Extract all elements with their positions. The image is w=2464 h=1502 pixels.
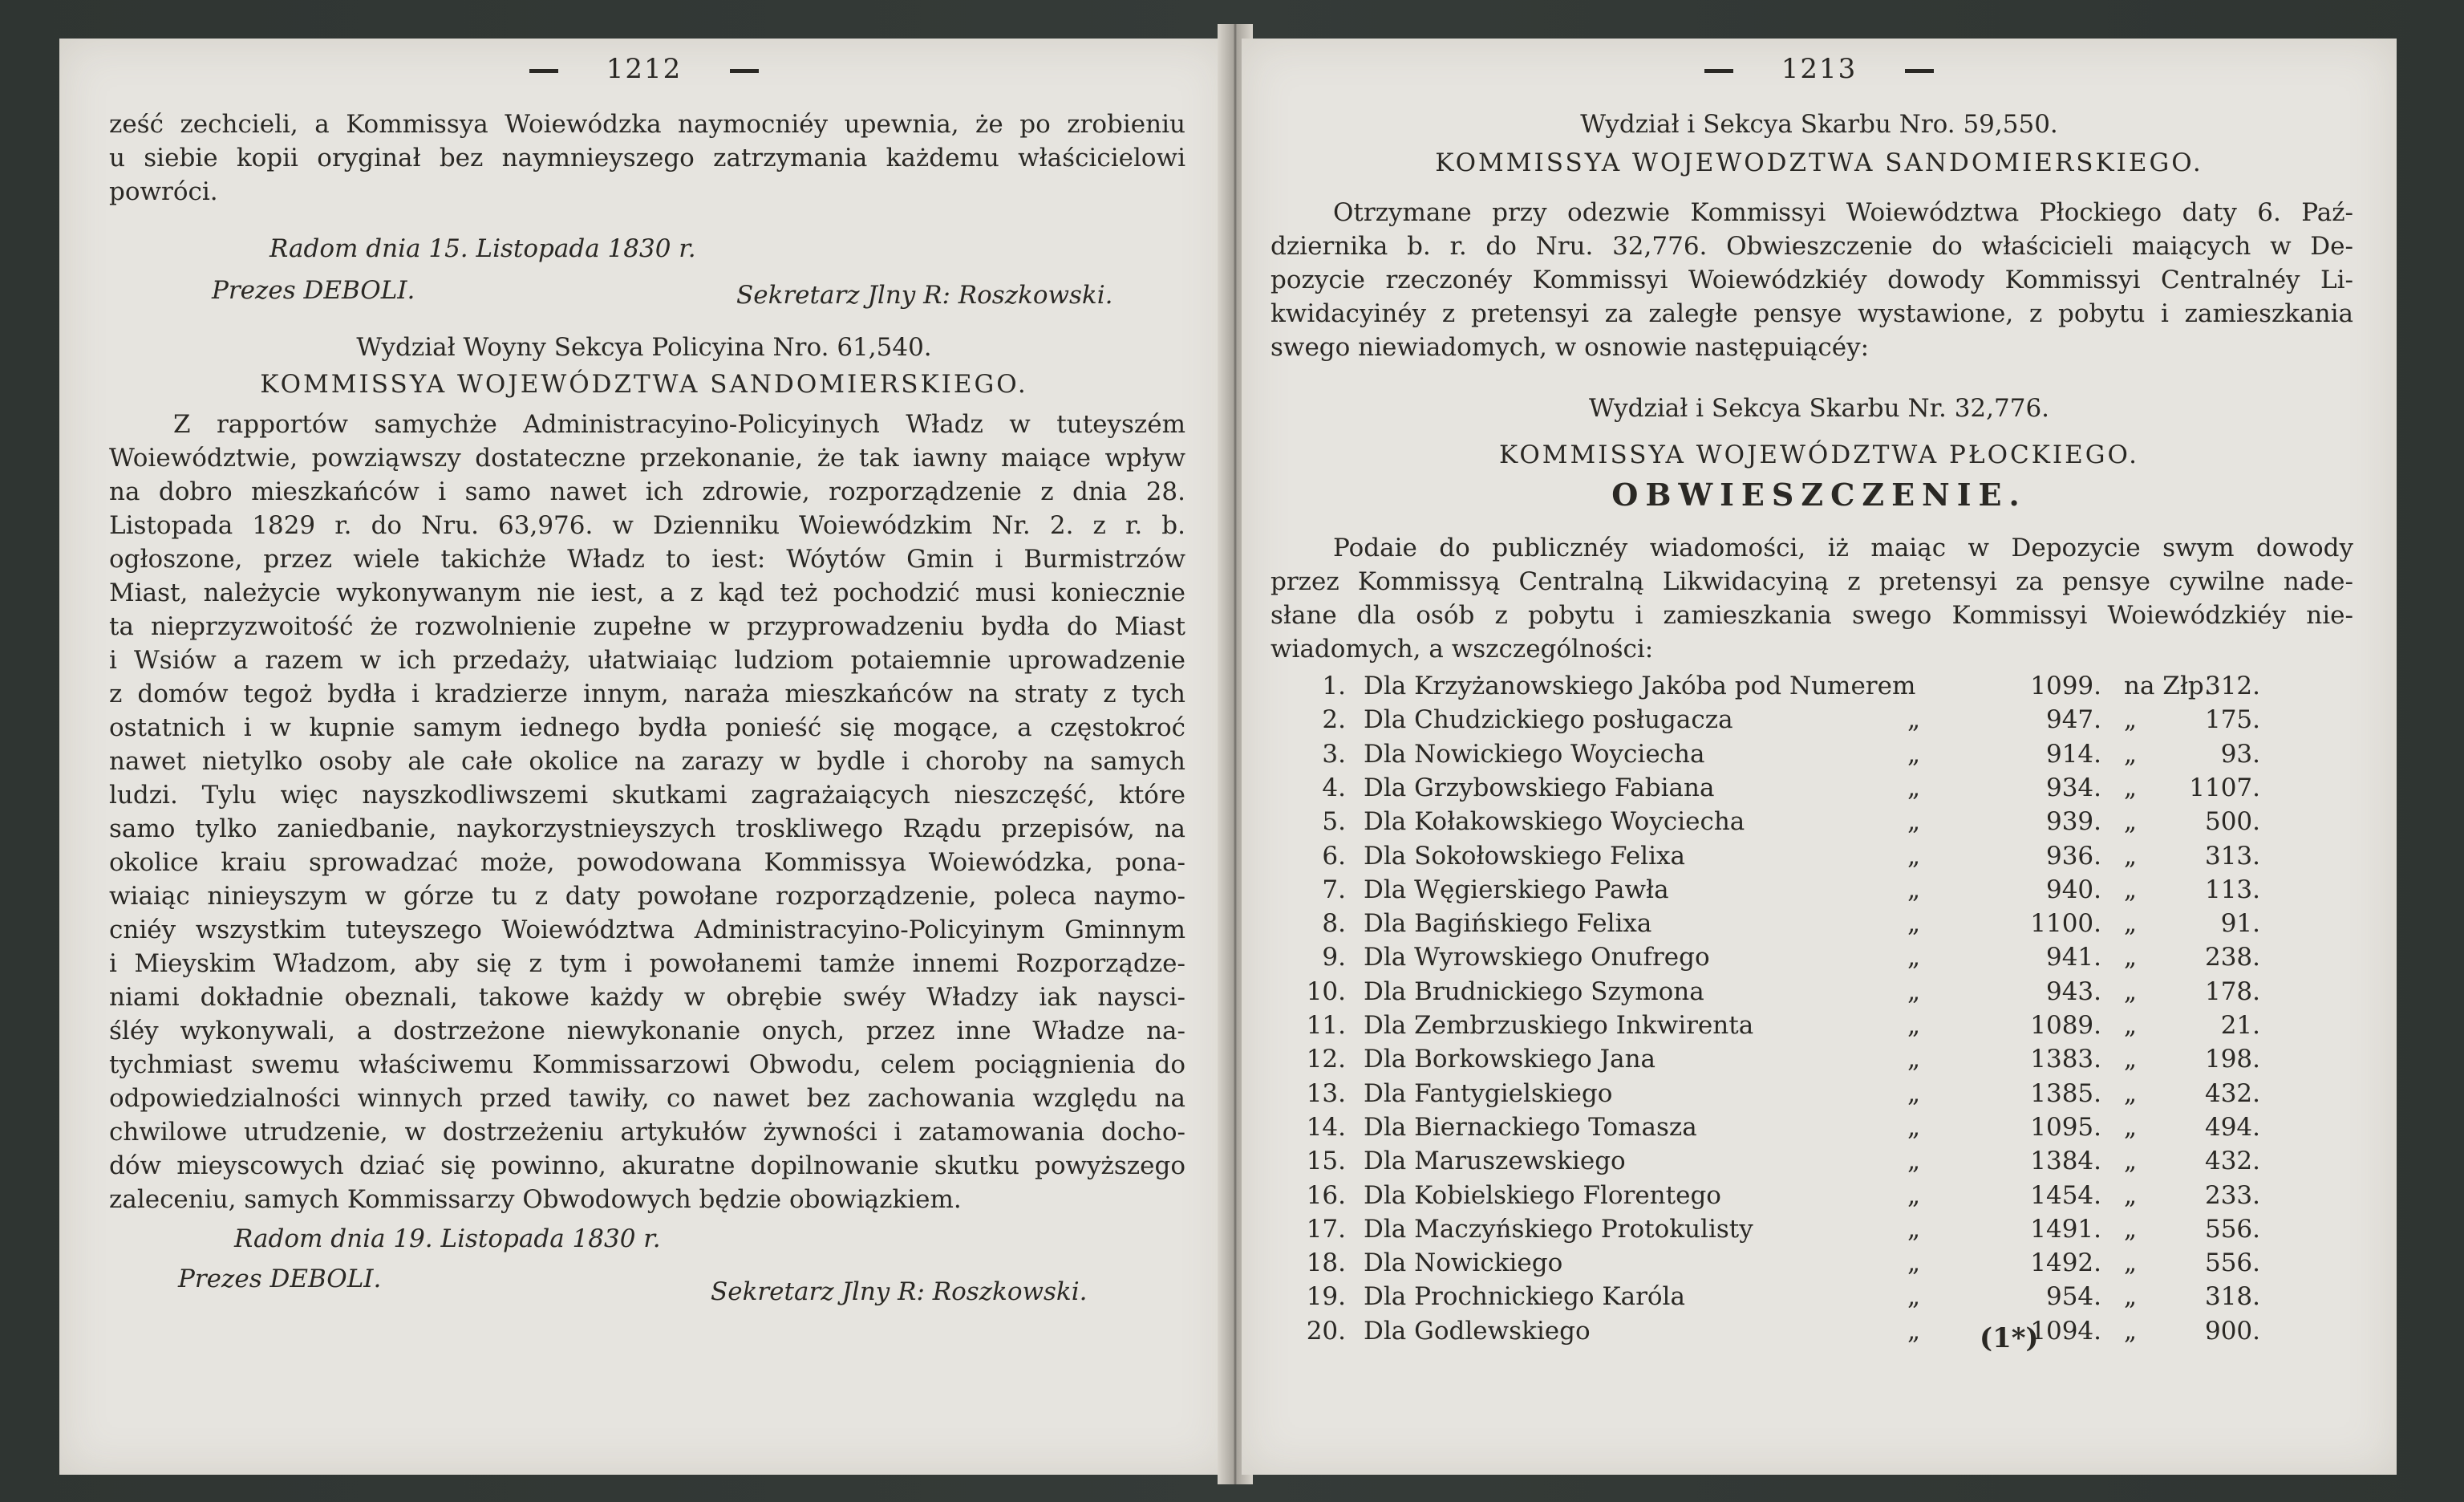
list-item bbox=[1290, 907, 2260, 940]
entry-reference: 1089. bbox=[2030, 1011, 2101, 1040]
entry-name: Dla Zembrzuskiego Inkwirenta bbox=[1364, 1011, 1754, 1040]
entry-number: 5. bbox=[1322, 807, 1346, 837]
entry-name: Dla Wyrowskiego Onufrego bbox=[1364, 943, 1710, 972]
list-item bbox=[1290, 1179, 2260, 1212]
list-item bbox=[1290, 703, 2260, 737]
text-line: swego niewiadomych, w osnowie następuiącéy: bbox=[1270, 333, 1870, 362]
entry-number: 10. bbox=[1306, 976, 1346, 1006]
entry-reference: 1383. bbox=[2030, 1045, 2101, 1074]
entry-name: Dla Fantygielskiego bbox=[1364, 1078, 1613, 1108]
ditto-mark: na Złp. bbox=[2124, 672, 2212, 700]
notice-title: OBWIESZCZENIE. bbox=[1611, 477, 2027, 513]
list-item bbox=[1290, 1246, 2260, 1280]
entry-reference: 1385. bbox=[2030, 1078, 2101, 1108]
list-item bbox=[1290, 975, 2260, 1009]
entry-name: Dla Krzyżanowskiego Jakóba pod Numerem bbox=[1364, 672, 1916, 700]
ditto-mark: „ bbox=[2124, 875, 2138, 904]
entry-number: 19. bbox=[1306, 1282, 1346, 1312]
ditto-mark: „ bbox=[2124, 1316, 2138, 1346]
entry-name: Dla Godlewskiego bbox=[1364, 1316, 1591, 1346]
ditto-mark: „ bbox=[1907, 1214, 1921, 1244]
list-item bbox=[1290, 1077, 2260, 1110]
text-line: dów mieyscowych dziać się powinno, akuratne dopilnowanie skutku powyższego bbox=[109, 1151, 1185, 1180]
secretary-signature: Sekretarz Jlny R: Roszkowski. bbox=[736, 281, 1113, 310]
secretary-signature: Sekretarz Jlny R: Roszkowski. bbox=[711, 1277, 1088, 1306]
list-item bbox=[1290, 1042, 2260, 1076]
text-line: słane dla osób z pobytu i zamieszkania swego Kommissyi Woiewódzkiéy nie- bbox=[1270, 601, 2353, 630]
ditto-mark: „ bbox=[1907, 739, 1921, 769]
ditto-mark: „ bbox=[2124, 943, 2138, 972]
text-line: na dobro mieszkańców i samo nawet ich zdrowie, rozporządzenie z dnia 28. bbox=[109, 477, 1185, 506]
ditto-mark: „ bbox=[1907, 976, 1921, 1006]
text-line: Podaie do publicznéy wiadomości, iż maiąc w Depozycie swym dowody bbox=[1333, 534, 2353, 562]
entry-reference: 1100. bbox=[2030, 909, 2101, 939]
page-header-left bbox=[59, 53, 1229, 85]
ditto-mark: „ bbox=[1907, 1316, 1921, 1346]
text-line: kwidacyinéy z pretensyi za zaległe pensye wystawione, z pobytu i zamieszkania bbox=[1270, 299, 2353, 328]
entry-amount: 21. bbox=[2220, 1011, 2260, 1040]
entry-name: Dla Chudzickiego posługacza bbox=[1364, 705, 1733, 735]
entry-name: Dla Maruszewskiego bbox=[1364, 1147, 1626, 1176]
intro-paragraph bbox=[109, 108, 1185, 209]
entry-number: 11. bbox=[1306, 1011, 1346, 1040]
entry-reference: 1492. bbox=[2030, 1248, 2101, 1278]
entry-amount: 556. bbox=[2204, 1248, 2260, 1278]
text-line: samo tylko zaniedbanie, naykorzystnieyszych troskliwego Rządu przepisów, na bbox=[109, 814, 1185, 843]
notice-paragraph bbox=[1270, 531, 2353, 666]
entry-reference: 934. bbox=[2045, 773, 2101, 802]
ditto-mark: „ bbox=[2124, 909, 2138, 939]
ditto-mark: „ bbox=[2124, 1078, 2138, 1108]
date-line: Radom dnia 19. Listopada 1830 r. bbox=[234, 1224, 661, 1253]
president-signature: Prezes DEBOLI. bbox=[178, 1265, 382, 1293]
text-line: ludzi. Tylu więc nayszkodliwszemi skutkami zagrażaiących nieszczęść, które bbox=[109, 781, 1185, 810]
text-line: chwilowe utrudzenie, w dostrzeżeniu artykułów żywności i zatamowania docho- bbox=[109, 1118, 1185, 1147]
entry-number: 16. bbox=[1306, 1180, 1346, 1210]
header-dash bbox=[1905, 69, 1934, 73]
text-line: nawet nietylko osoby ale całe okolice na zarazy w bydle i choroby na samych bbox=[109, 747, 1185, 776]
entry-amount: 113. bbox=[2204, 875, 2260, 904]
entry-reference: 954. bbox=[2045, 1282, 2101, 1312]
ditto-mark: „ bbox=[2124, 773, 2138, 802]
entry-reference: 947. bbox=[2045, 705, 2101, 735]
text-line: u siebie kopii oryginał bez naymnieyszego zatrzymania każdemu właścicielowi bbox=[109, 144, 1185, 173]
text-line: Otrzymane przy odezwie Kommissyi Woiewództwa Płockiego daty 6. Paź- bbox=[1333, 198, 2353, 227]
entry-reference: 943. bbox=[2045, 976, 2101, 1006]
entry-number: 7. bbox=[1322, 875, 1346, 904]
entry-number: 2. bbox=[1322, 705, 1346, 735]
text-line: przez Kommissyą Centralną Likwidacyiną z pretensyi za pensye cywilne nade- bbox=[1270, 567, 2353, 596]
text-line: powróci. bbox=[109, 177, 218, 206]
entry-reference: 1094. bbox=[2030, 1316, 2101, 1346]
entry-number: 13. bbox=[1306, 1078, 1346, 1108]
entry-amount: 238. bbox=[2204, 943, 2260, 972]
commission-heading: KOMMISSYA WOJEWÓDZTWA PŁOCKIEGO. bbox=[1499, 440, 2139, 469]
text-line: tychmiast swemu właściwemu Kommissarzowi Obwodu, celem pociągnienia do bbox=[109, 1050, 1185, 1079]
text-line: ogłoszone, przez wiele takichże Władz to iest: Wóytów Gmin i Burmistrzów bbox=[109, 545, 1185, 574]
entry-amount: 313. bbox=[2204, 841, 2260, 871]
list-item bbox=[1290, 1212, 2260, 1246]
entry-name: Dla Bagińskiego Felixa bbox=[1364, 909, 1652, 939]
ditto-mark: „ bbox=[2124, 841, 2138, 871]
department-line: Wydział i Sekcya Skarbu Nr. 32,776. bbox=[1588, 394, 2050, 423]
commission-heading: KOMMISSYA WOJEWODZTWA SANDOMIERSKIEGO. bbox=[1435, 148, 2203, 177]
entry-reference: 1095. bbox=[2030, 1112, 2101, 1142]
entry-amount: 494. bbox=[2204, 1112, 2260, 1142]
entry-number: 14. bbox=[1306, 1112, 1346, 1142]
entry-amount: 432. bbox=[2204, 1078, 2260, 1108]
entry-number: 9. bbox=[1322, 943, 1346, 972]
entry-reference: 1384. bbox=[2030, 1147, 2101, 1176]
entry-number: 15. bbox=[1306, 1147, 1346, 1176]
entry-reference: 1454. bbox=[2030, 1180, 2101, 1210]
ditto-mark: „ bbox=[1907, 1078, 1921, 1108]
ditto-mark: „ bbox=[2124, 1045, 2138, 1074]
header-dash bbox=[529, 69, 558, 73]
text-line: wiadomych, a wszczególności: bbox=[1270, 635, 1654, 664]
text-line: Z rapportów samychże Administracyino-Policyinych Władz w tuteyszém bbox=[173, 410, 1185, 439]
text-line: Woiewództwie, powziąwszy dostateczne przekonanie, że tak iawny maiące wpływ bbox=[109, 444, 1185, 473]
ditto-mark: „ bbox=[1907, 943, 1921, 972]
text-line: odpowiedzialności winnych przed tawiły, co nawet bez zachowania względu na bbox=[109, 1084, 1185, 1113]
ditto-mark: „ bbox=[1907, 1112, 1921, 1142]
text-line: pozycie rzeczonéy Kommissyi Woiewódzkiéy dowody Kommissyi Centralnéy Li- bbox=[1270, 266, 2353, 294]
ditto-mark: „ bbox=[1907, 1011, 1921, 1040]
entry-amount: 175. bbox=[2204, 705, 2260, 735]
ditto-mark: „ bbox=[2124, 739, 2138, 769]
entry-amount: 93. bbox=[2220, 739, 2260, 769]
entry-amount: 432. bbox=[2204, 1147, 2260, 1176]
list-item bbox=[1290, 771, 2260, 805]
list-item bbox=[1290, 737, 2260, 771]
ditto-mark: „ bbox=[1907, 1045, 1921, 1074]
entry-number: 20. bbox=[1306, 1316, 1346, 1346]
ditto-mark: „ bbox=[2124, 705, 2138, 735]
entry-name: Dla Sokołowskiego Felixa bbox=[1364, 841, 1685, 871]
department-line: Wydział i Sekcya Skarbu Nro. 59,550. bbox=[1580, 110, 2058, 139]
ditto-mark: „ bbox=[2124, 1011, 2138, 1040]
ditto-mark: „ bbox=[1907, 773, 1921, 802]
text-line: Miast, należycie wykonywanym nie iest, a z kąd też pochodzić musi koniecznie bbox=[109, 578, 1185, 607]
header-dash bbox=[730, 69, 759, 73]
entry-amount: 1107. bbox=[2189, 773, 2260, 802]
intro-paragraph bbox=[1270, 196, 2353, 364]
ditto-mark: „ bbox=[1907, 909, 1921, 939]
entry-number: 8. bbox=[1322, 909, 1346, 939]
signature-mark: (1*) bbox=[1980, 1322, 2039, 1354]
ditto-mark: „ bbox=[1907, 1147, 1921, 1176]
entry-amount: 556. bbox=[2204, 1214, 2260, 1244]
ditto-mark: „ bbox=[1907, 1180, 1921, 1210]
ditto-mark: „ bbox=[2124, 1180, 2138, 1210]
date-line: Radom dnia 15. Listopada 1830 r. bbox=[270, 234, 696, 263]
entry-amount: 178. bbox=[2204, 976, 2260, 1006]
entry-number: 18. bbox=[1306, 1248, 1346, 1278]
text-line: i Wsiów a razem w ich przedaży, ułatwiaiąc ludziom potaiemnie uprowadzenie bbox=[109, 646, 1185, 675]
text-line: zaleceniu, samych Kommissarzy Obwodowych będzie obowiązkiem. bbox=[109, 1185, 962, 1214]
entry-name: Dla Brudnickiego Szymona bbox=[1364, 976, 1704, 1006]
ditto-mark: „ bbox=[2124, 1248, 2138, 1278]
list-item bbox=[1290, 1144, 2260, 1178]
entry-reference: 940. bbox=[2045, 875, 2101, 904]
list-item bbox=[1290, 873, 2260, 907]
entry-name: Dla Biernackiego Tomasza bbox=[1364, 1112, 1697, 1142]
entry-name: Dla Maczyńskiego Protokulisty bbox=[1364, 1214, 1753, 1244]
department-line: Wydział Woyny Sekcya Policyina Nro. 61,540. bbox=[356, 333, 932, 362]
entry-name: Dla Nowickiego Woyciecha bbox=[1364, 739, 1705, 769]
entry-name: Dla Nowickiego bbox=[1364, 1248, 1563, 1278]
page-number: 1213 bbox=[1781, 53, 1858, 85]
entry-amount: 198. bbox=[2204, 1045, 2260, 1074]
entry-amount: 91. bbox=[2220, 909, 2260, 939]
text-line: dziernika b. r. do Nru. 32,776. Obwieszczenie do właścicieli maiących w De- bbox=[1270, 232, 2353, 261]
entry-reference: 939. bbox=[2045, 807, 2101, 837]
text-line: ta nieprzyzwoitość że rozwolnienie zupełne w przyprowadzeniu bydła do Miast bbox=[109, 612, 1185, 641]
text-line: ześć zechcieli, a Kommissya Woiewódzka naymocniéy upewnia, że po zrobieniu bbox=[109, 110, 1185, 139]
ditto-mark: „ bbox=[1907, 1248, 1921, 1278]
entry-name: Dla Węgierskiego Pawła bbox=[1364, 875, 1669, 904]
entry-number: 1. bbox=[1322, 672, 1346, 700]
entry-number: 4. bbox=[1322, 773, 1346, 802]
entry-name: Dla Prochnickiego Karóla bbox=[1364, 1282, 1685, 1312]
president-signature: Prezes DEBOLI. bbox=[212, 276, 415, 305]
list-item bbox=[1290, 669, 2260, 703]
entry-name: Dla Grzybowskiego Fabiana bbox=[1364, 773, 1715, 802]
ditto-mark: „ bbox=[2124, 1147, 2138, 1176]
entry-amount: 318. bbox=[2204, 1282, 2260, 1312]
body-paragraph bbox=[109, 408, 1185, 1216]
ditto-mark: „ bbox=[1907, 1282, 1921, 1312]
list-item bbox=[1290, 1009, 2260, 1042]
entry-amount: 312. bbox=[2204, 672, 2260, 700]
list-item bbox=[1290, 940, 2260, 974]
entry-reference: 941. bbox=[2045, 943, 2101, 972]
ditto-mark: „ bbox=[1907, 705, 1921, 735]
entry-reference: 1099. bbox=[2030, 672, 2101, 700]
right-page bbox=[1242, 39, 2397, 1475]
text-line: Listopada 1829 r. do Nru. 63,976. w Dzienniku Woiewódzkim Nr. 2. z r. b. bbox=[109, 511, 1185, 540]
entry-amount: 500. bbox=[2204, 807, 2260, 837]
entry-reference: 1491. bbox=[2030, 1214, 2101, 1244]
list-item bbox=[1290, 1314, 2260, 1348]
entry-amount: 900. bbox=[2204, 1316, 2260, 1346]
entry-amount: 233. bbox=[2204, 1180, 2260, 1210]
text-line: okolice kraiu sprowadzać może, powodowana Kommissya Woiewódzka, pona- bbox=[109, 848, 1185, 877]
header-dash bbox=[1704, 69, 1733, 73]
text-line: z domów tegoż bydła i kradzierze innym, naraża mieszkańców na straty z tych bbox=[109, 680, 1185, 708]
page-number: 1212 bbox=[606, 53, 683, 85]
ditto-mark: „ bbox=[2124, 1214, 2138, 1244]
text-line: i Mieyskim Władzom, aby się z tym i powołanemi tamże innemi Rozporządze- bbox=[109, 949, 1185, 978]
ditto-mark: „ bbox=[1907, 875, 1921, 904]
entry-reference: 936. bbox=[2045, 841, 2101, 871]
list-item bbox=[1290, 1280, 2260, 1313]
entry-number: 3. bbox=[1322, 739, 1346, 769]
ditto-mark: „ bbox=[2124, 976, 2138, 1006]
left-page bbox=[59, 39, 1229, 1475]
entry-number: 17. bbox=[1306, 1214, 1346, 1244]
list-item bbox=[1290, 1110, 2260, 1144]
list-item bbox=[1290, 805, 2260, 838]
ditto-mark: „ bbox=[2124, 1112, 2138, 1142]
entry-number: 12. bbox=[1306, 1045, 1346, 1074]
entry-name: Dla Kobielskiego Florentego bbox=[1364, 1180, 1721, 1210]
entry-name: Dla Borkowskiego Jana bbox=[1364, 1045, 1656, 1074]
text-line: wiaiąc ninieyszym w górze tu z daty powołane rozporządzenie, poleca naymo- bbox=[109, 882, 1185, 911]
entry-name: Dla Kołakowskiego Woyciecha bbox=[1364, 807, 1745, 837]
text-line: niami dokładnie obeznali, takowe każdy w obrębie swéy Władzy iak naysci- bbox=[109, 983, 1185, 1012]
text-line: cniéy wszystkim tuteyszego Woiewództwa Administracyino-Policyinym Gminnym bbox=[109, 915, 1185, 944]
text-line: śléy wykonywali, a dostrzeżone niewykonanie onych, przez inne Władze na- bbox=[109, 1017, 1185, 1045]
ditto-mark: „ bbox=[2124, 807, 2138, 837]
ditto-mark: „ bbox=[2124, 1282, 2138, 1312]
entry-number: 6. bbox=[1322, 841, 1346, 871]
text-line: ostatnich i w kupnie samym iednego bydła ponieść się mogące, a częstokroć bbox=[109, 713, 1185, 742]
entry-reference: 914. bbox=[2045, 739, 2101, 769]
commission-heading: KOMMISSYA WOJEWÓDZTWA SANDOMIERSKIEGO. bbox=[260, 370, 1028, 399]
ditto-mark: „ bbox=[1907, 807, 1921, 837]
ditto-mark: „ bbox=[1907, 841, 1921, 871]
page-header-right bbox=[1242, 53, 2397, 85]
list-item bbox=[1290, 839, 2260, 873]
